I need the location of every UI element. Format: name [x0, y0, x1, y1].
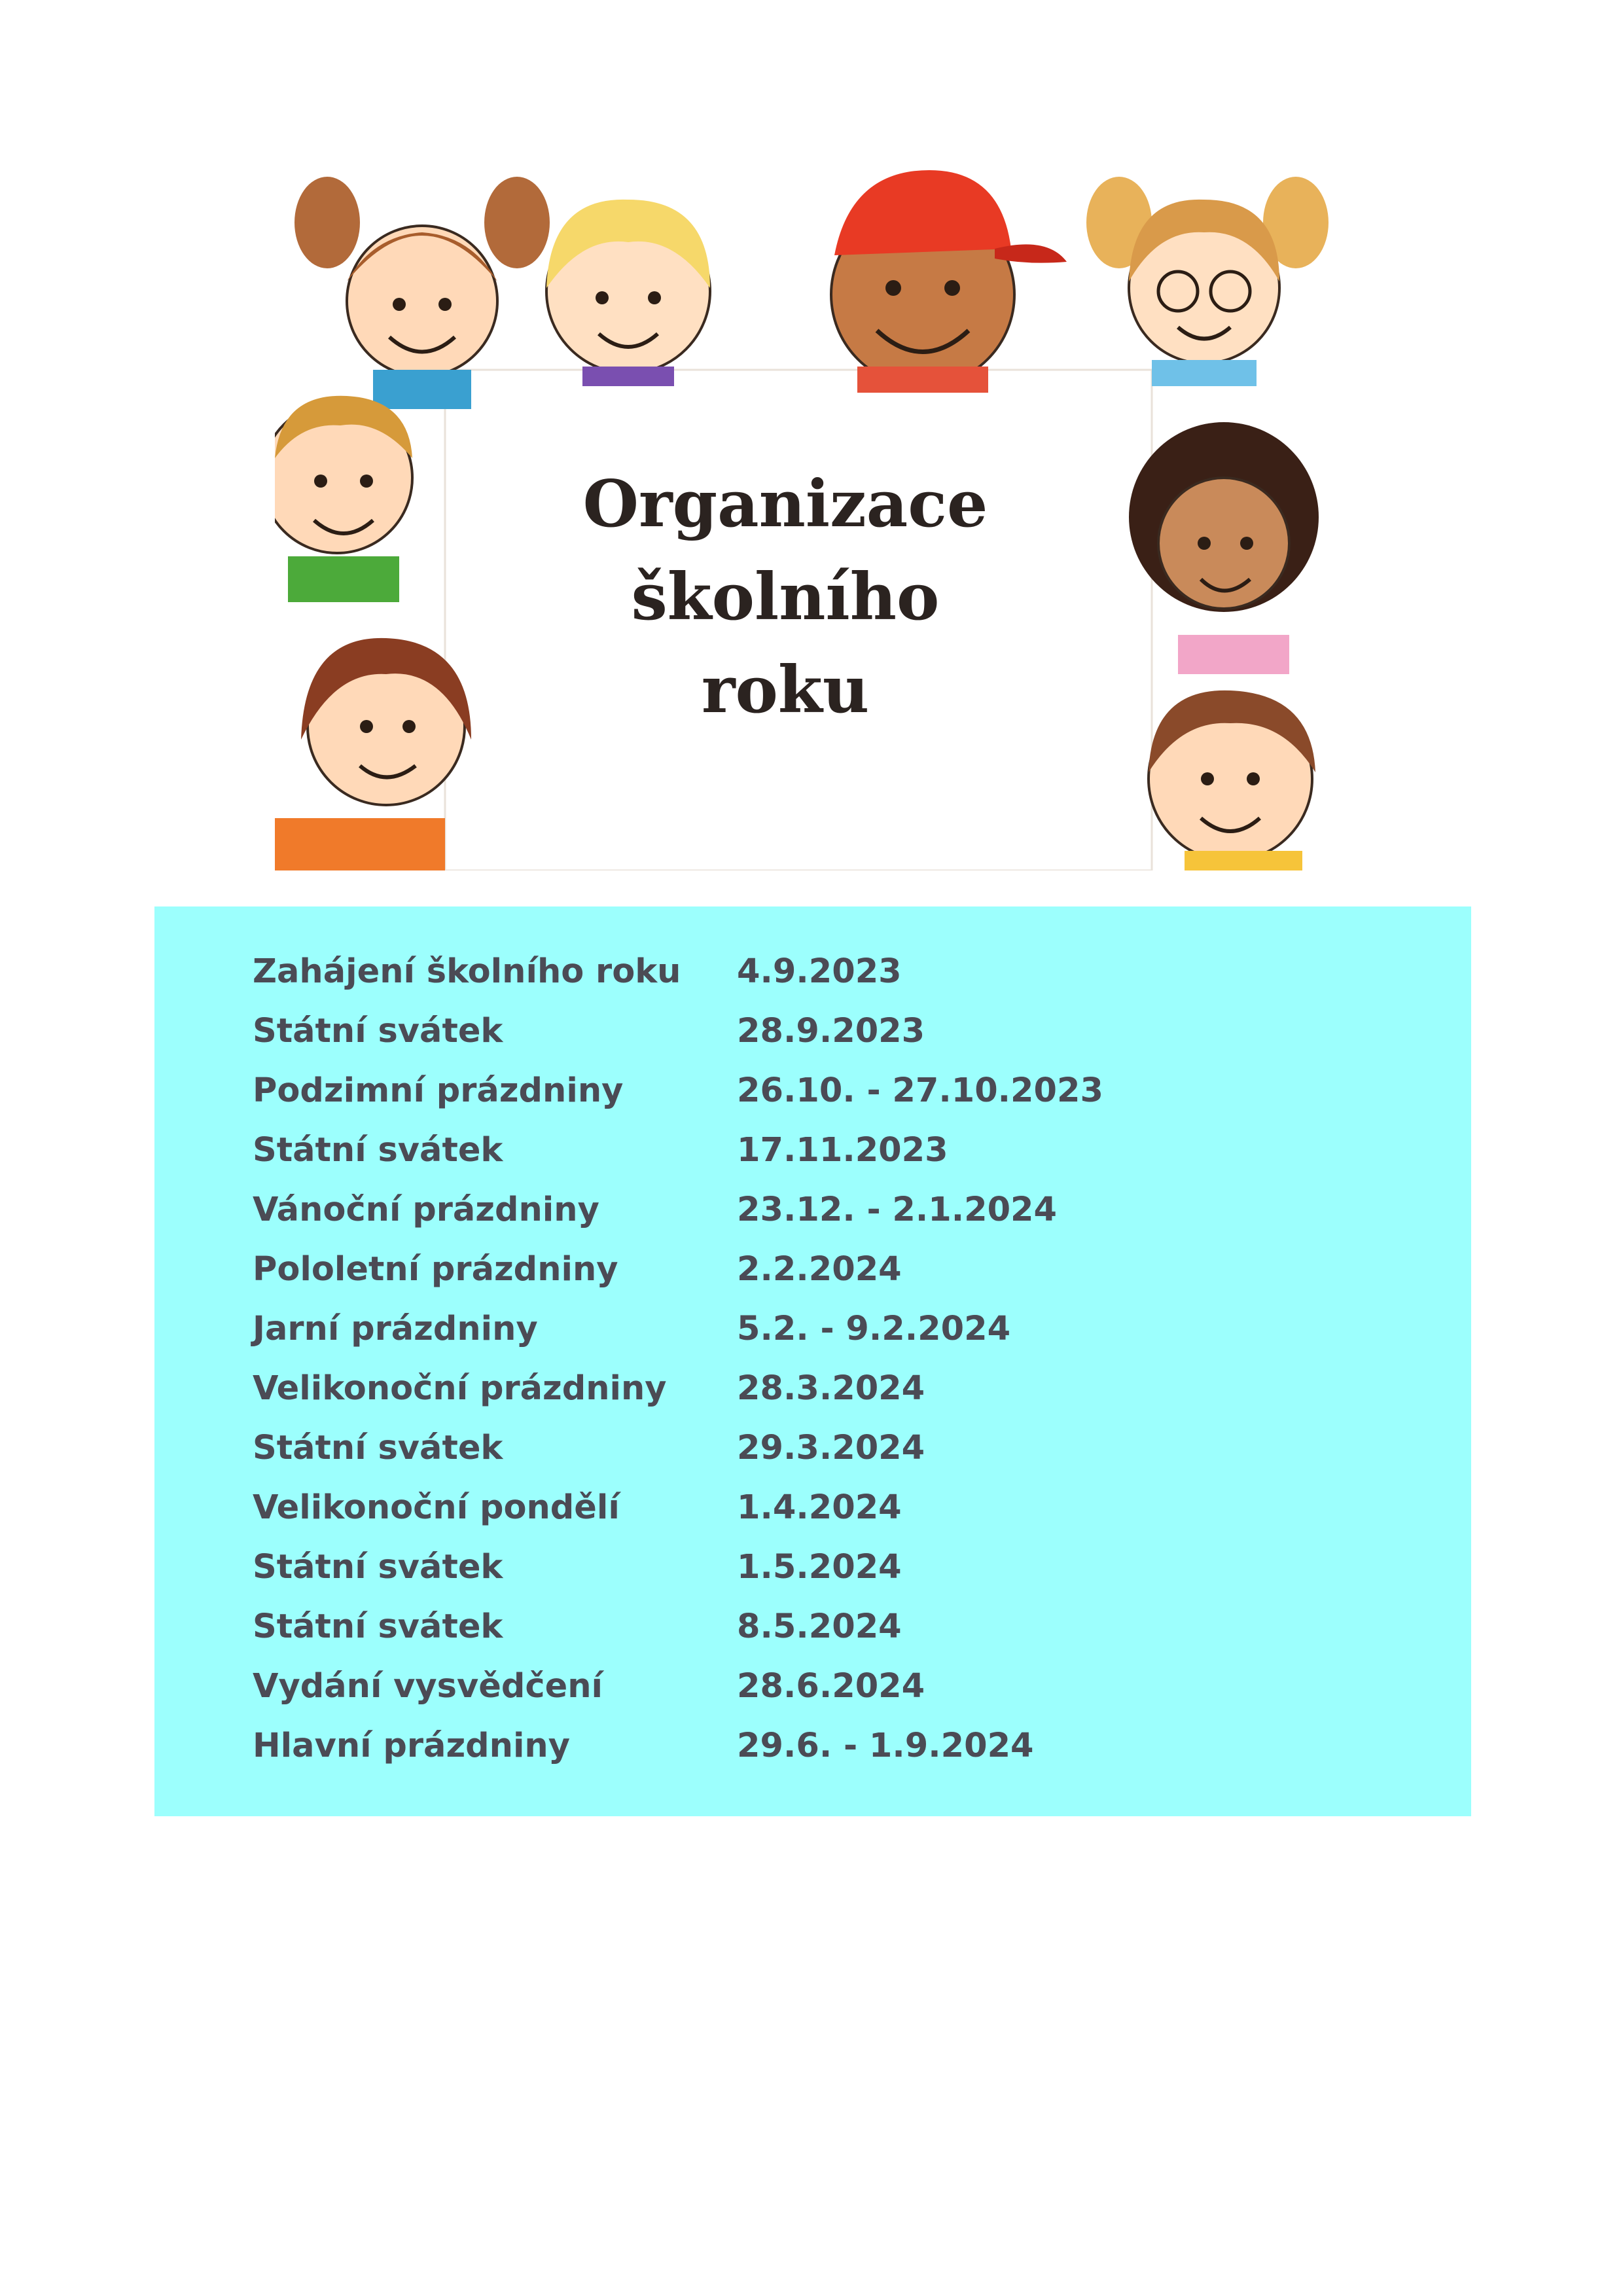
schedule-row	[253, 1359, 1431, 1418]
schedule-event-date: 5.2. - 9.2.2024	[737, 1310, 1011, 1348]
schedule-event-date: 4.9.2023	[737, 952, 902, 991]
schedule-row	[253, 1419, 1431, 1478]
banner-title-line: roku	[701, 653, 870, 728]
banner-title	[458, 458, 1113, 737]
schedule-event-label: Státní svátek	[253, 1131, 503, 1170]
schedule-row	[253, 1538, 1431, 1597]
schedule-event-label: Státní svátek	[253, 1012, 503, 1050]
schedule-event-label: Zahájení školního roku	[253, 952, 681, 991]
schedule-event-date: 29.6. - 1.9.2024	[737, 1727, 1034, 1765]
schedule-event-date: 2.2.2024	[737, 1250, 902, 1289]
schedule-event-label: Státní svátek	[253, 1548, 503, 1587]
boy-left-middle-figure	[275, 396, 412, 602]
schedule-row	[253, 1598, 1431, 1657]
schedule-event-label: Podzimní prázdniny	[253, 1071, 624, 1110]
girl-right-bottom-figure	[1149, 691, 1315, 870]
schedule-event-label: Státní svátek	[253, 1607, 503, 1646]
girl-curly-hair-figure	[1129, 422, 1319, 674]
schedule-event-date: 28.6.2024	[737, 1667, 925, 1706]
schedule-event-date: 17.11.2023	[737, 1131, 948, 1170]
schedule-row	[253, 1002, 1431, 1061]
banner-title-line: školního	[631, 560, 940, 635]
schedule-row	[253, 1479, 1431, 1537]
schedule-event-label: Hlavní prázdniny	[253, 1727, 570, 1765]
schedule-event-label: Velikonoční prázdniny	[253, 1369, 667, 1408]
schedule-event-date: 8.5.2024	[737, 1607, 902, 1646]
schedule-event-date: 23.12. - 2.1.2024	[737, 1191, 1058, 1229]
schedule-row	[253, 1300, 1431, 1359]
schedule-event-label: Státní svátek	[253, 1429, 503, 1467]
schedule-row	[253, 1657, 1431, 1716]
boy-red-cap-figure	[831, 170, 1067, 393]
schedule-row	[253, 1062, 1431, 1121]
schedule-event-label: Velikonoční pondělí	[253, 1488, 620, 1527]
girl-glasses-figure	[1086, 177, 1329, 386]
schedule-row	[253, 942, 1431, 1001]
schedule-event-label: Vydání vysvědčení	[253, 1667, 603, 1706]
schedule-row	[253, 1121, 1431, 1180]
girl-blonde-figure	[546, 200, 710, 386]
girl-left-bottom-figure	[275, 638, 471, 870]
schedule-event-date: 28.3.2024	[737, 1369, 925, 1408]
schedule-event-date: 29.3.2024	[737, 1429, 925, 1467]
schedule-event-label: Jarní prázdniny	[253, 1310, 538, 1348]
schedule-event-label: Vánoční prázdniny	[253, 1191, 599, 1229]
schedule-event-label: Pololetní prázdniny	[253, 1250, 618, 1289]
schedule-event-date: 1.5.2024	[737, 1548, 902, 1587]
schedule-row	[253, 1181, 1431, 1240]
schedule-event-date: 26.10. - 27.10.2023	[737, 1071, 1104, 1110]
schedule-event-date: 28.9.2023	[737, 1012, 925, 1050]
schedule-event-date: 1.4.2024	[737, 1488, 902, 1527]
banner-title-line: Organizace	[582, 467, 988, 542]
schedule-row	[253, 1717, 1431, 1776]
schedule-row	[253, 1240, 1431, 1299]
school-year-schedule	[154, 906, 1471, 1816]
